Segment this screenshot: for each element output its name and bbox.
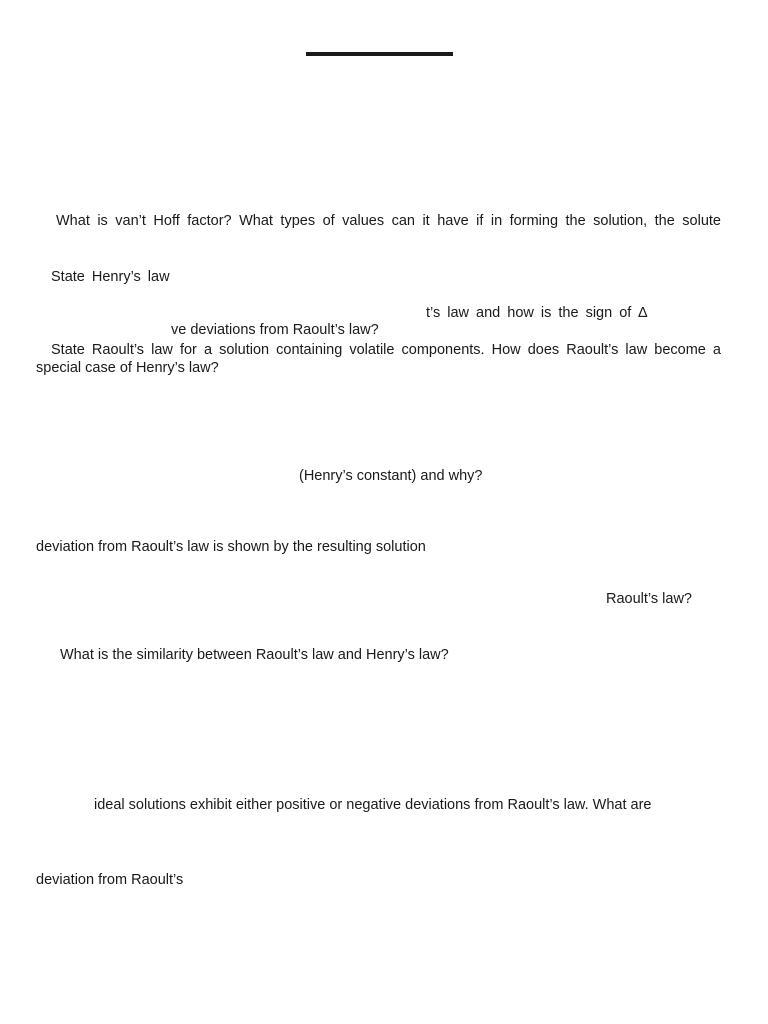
question-raoults-law-continuation: special case of Henry’s law?	[36, 360, 219, 376]
question-deviations-fragment: ve deviations from Raoult’s law?	[171, 322, 379, 338]
question-deviation-from-raoults: deviation from Raoult’s	[36, 872, 184, 888]
question-sign-fragment: t’s law and how is the sign of ∆	[426, 305, 648, 321]
title-underline	[306, 52, 453, 56]
question-henrys-law: State Henry’s law	[51, 269, 170, 285]
question-similarity: What is the similarity between Raoult’s law and Henry’s law?	[60, 647, 449, 663]
question-deviation-shown: deviation from Raoult’s law is shown by the resulting solution	[36, 539, 426, 555]
question-henrys-constant: (Henry’s constant) and why?	[299, 468, 483, 484]
question-raoults-law-volatile: State Raoult’s law for a solution containing volatile components. How does Raoult’s law become a	[51, 342, 721, 358]
question-raoults-law-fragment: Raoult’s law?	[606, 591, 692, 607]
question-vant-hoff-factor: What is van’t Hoff factor? What types of values can it have if in forming the solution, the solute	[56, 213, 721, 229]
question-ideal-solutions: ideal solutions exhibit either positive or negative deviations from Raoult’s law. What are	[94, 797, 652, 813]
